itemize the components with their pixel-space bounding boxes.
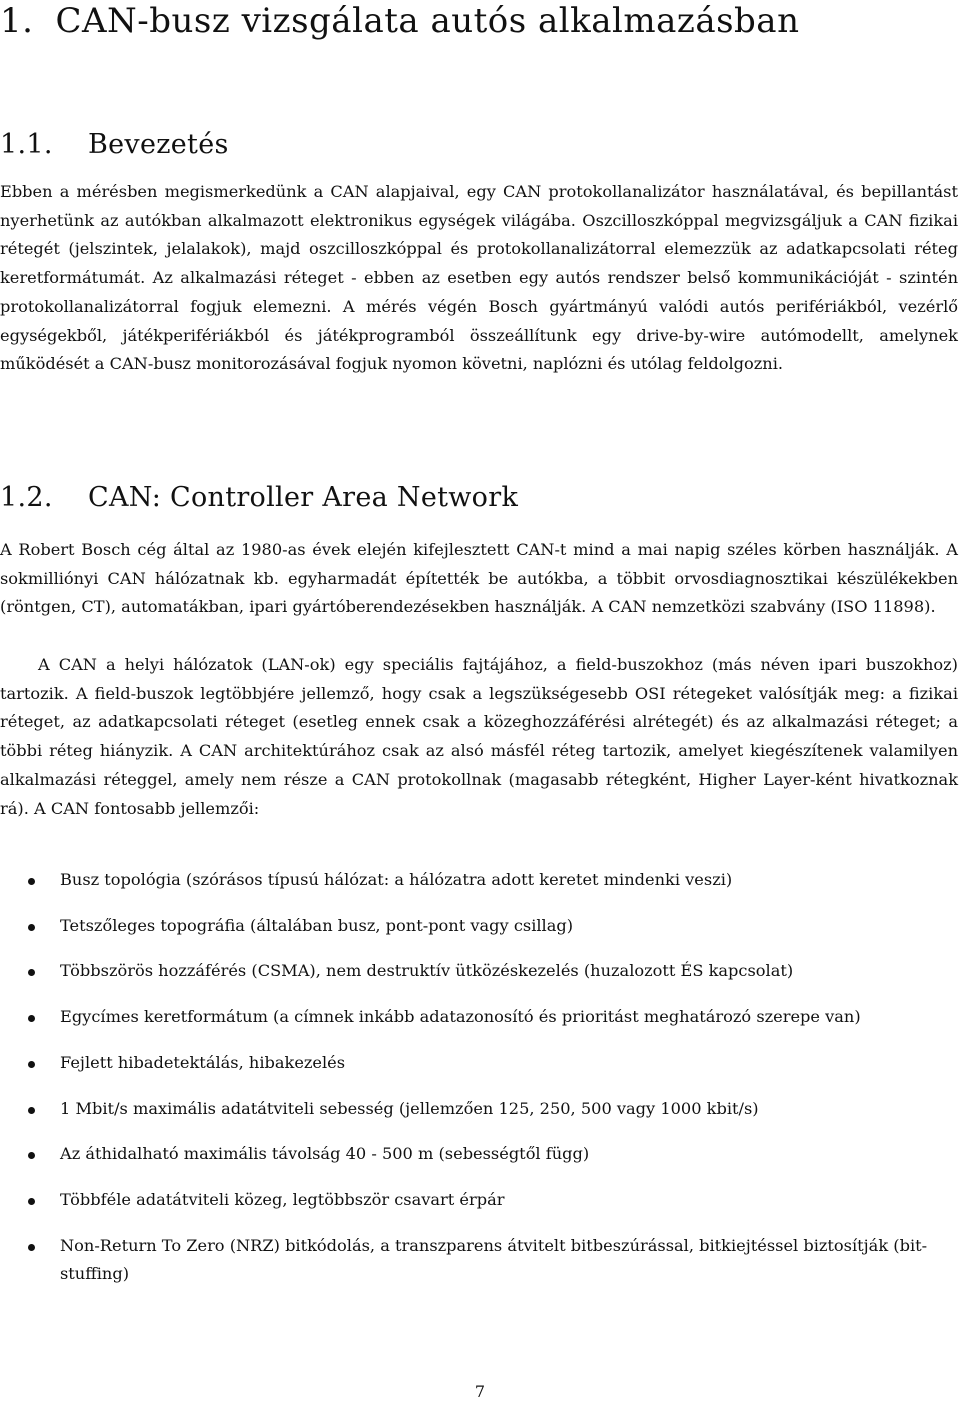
bullet-icon — [28, 1107, 35, 1114]
chapter-title-text: CAN-busz vizsgálata autós alkalmazásban — [55, 1, 800, 41]
list-item: Többszörös hozzáférés (CSMA), nem destruktív ütközéskezelés (huzalozott ÉS kapcsolat) — [0, 957, 958, 986]
can-paragraph-2: A CAN a helyi hálózatok (LAN-ok) egy speciális fajtájához, a field-buszokhoz (más néven ipari buszokhoz) tartozik. A field-buszok legtöbbjére jellemző, hogy csak a legszükségesebb OSI rétegeket valósítják meg: a fizikai réteget, az adatkapcsolati réteget (esetleg ennek csak a közeghozzáférési alrétegét) és az alkalmazási réteget; a többi réteg hiányzik. A CAN architektúrához csak az alsó másfél réteg tartozik, amelyet kiegészítenek valamilyen alkalmazási réteggel, amely nem része a CAN protokollnak (magasabb rétegként, Higher Layer-ként hivatkoznak rá). A CAN fontosabb jellemzői: — [0, 655, 958, 818]
bullet-icon — [28, 1152, 35, 1159]
list-item: Többféle adatátviteli közeg, legtöbbször csavart érpár — [0, 1186, 958, 1215]
feature-list — [0, 866, 960, 1306]
bullet-icon — [28, 1061, 35, 1068]
list-item: 1 Mbit/s maximális adatátviteli sebesség (jellemzően 125, 250, 500 vagy 1000 kbit/s) — [0, 1095, 958, 1124]
chapter-title — [0, 0, 799, 42]
section-number: 1.1. — [0, 129, 53, 160]
list-item: Az áthidalható maximális távolság 40 - 500 m (sebességtől függ) — [0, 1140, 958, 1169]
section-heading-text: Bevezetés — [88, 129, 229, 160]
bullet-icon — [28, 924, 35, 931]
list-item: Busz topológia (szórásos típusú hálózat: a hálózatra adott keretet mindenki veszi) — [0, 866, 958, 895]
bullet-icon — [28, 878, 35, 885]
list-item: Fejlett hibadetektálás, hibakezelés — [0, 1049, 958, 1078]
chapter-number: 1. — [0, 1, 34, 41]
bullet-icon — [28, 969, 35, 976]
list-item: Non-Return To Zero (NRZ) bitkódolás, a transzparens átvitelt bitbeszúrással, bitkiejtéssel biztosítják (bit-stuffing) — [0, 1232, 958, 1289]
list-item: Egycímes keretformátum (a címnek inkább adatazonosító és prioritást meghatározó szerepe van) — [0, 1003, 958, 1032]
list-item: Tetszőleges topográfia (általában busz, pont-pont vagy csillag) — [0, 912, 958, 941]
bullet-icon — [28, 1198, 35, 1205]
section-heading-intro — [0, 128, 229, 162]
section-heading-text: CAN: Controller Area Network — [88, 482, 519, 513]
section-heading-can — [0, 481, 518, 515]
section-number: 1.2. — [0, 482, 53, 513]
bullet-icon — [28, 1244, 35, 1251]
can-paragraph-1: A Robert Bosch cég által az 1980-as évek elején kifejlesztett CAN-t mind a mai napig széles körben használják. A sokmilliónyi CAN hálózatnak kb. egyharmadát építették be autókba, a többit orvosdiagnosztikai készülékekben (röntgen, CT), automatákban, ipari gyártóberendezésekben használják. A CAN nemzetközi szabvány (ISO 11898). — [0, 540, 958, 617]
intro-paragraph: Ebben a mérésben megismerkedünk a CAN alapjaival, egy CAN protokollanalizátor használatával, és bepillantást nyerhetünk az autókban alkalmazott elektronikus egységek világába. Oszcilloszkóppal megvizsgáljuk a CAN fizikai rétegét (jelszintek, jelalakok), majd oszcilloszkóppal és protokollanalizátorral elemezzük az adatkapcsolati réteg keretformátumát. Az alkalmazási réteget - ebben az esetben egy autós rendszer belső kommunikációját - szintén protokollanalizátorral fogjuk elemezni. A mérés végén Bosch gyártmányú valódi autós perifériákból, vezérlő egységekből, játékperifériákból és játékprogramból összeállítunk egy drive-by-wire autómodellt, amelynek működését a CAN-busz monitorozásával fogjuk nyomon követni, naplózni és utólag feldolgozni. — [0, 182, 958, 374]
bullet-icon — [28, 1015, 35, 1022]
page-number: 7 — [474, 1382, 486, 1401]
